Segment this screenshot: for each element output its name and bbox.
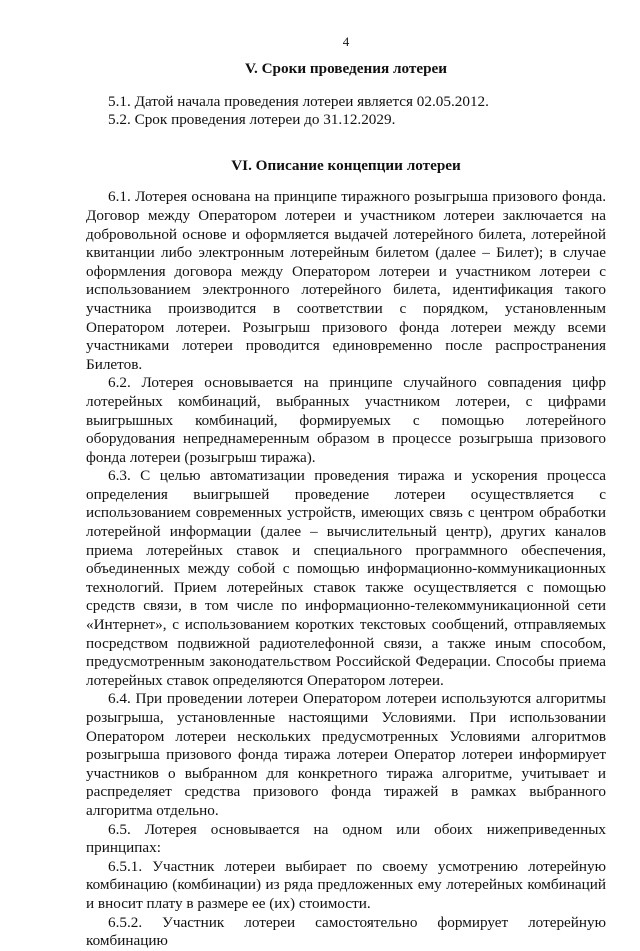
page-number: 4: [342, 34, 350, 49]
paragraph-6-5: 6.5. Лотерея основывается на одном или обоих нижеприведенных принципах:: [86, 820, 606, 857]
paragraph-6-5-1: 6.5.1. Участник лотереи выбирает по своему усмотрению лотерейную комбинацию (комбинации) из ряда предложенных ему лотерейных комбинаций и вносит плату в размере ее (их) стоимости.: [86, 857, 606, 912]
section-5-title: V. Сроки проведения лотереи: [244, 60, 448, 77]
item-5-1: 5.1. Датой начала проведения лотереи является 02.05.2012.: [108, 92, 489, 110]
section-6-title: VI. Описание концепции лотереи: [231, 156, 461, 174]
paragraph-6-4: 6.4. При проведении лотереи Оператором лотереи используются алгоритмы розыгрыша, установленные настоящими Условиями. При использовании Оператором лотереи нескольких предусмотренных Условиями алгоритмов розыгрыша призового фонда тиража лотереи Оператор лотереи информирует участников о выбранном для конкретного тиража алгоритме, учитывает и распределяет средства призового фонда тиражей в рамках выбранного алгоритма отдельно.: [86, 690, 606, 819]
paragraph-6-2: 6.2. Лотерея основывается на принципе случайного совпадения цифр лотерейных комбинаций, выбранных участником лотереи, с цифрами выигрышных комбинаций, формируемых с помощью лотерейного оборудования непреднамеренным образом в процессе розыгрыша призового фонда лотереи (розыгрыш тиража).: [86, 374, 606, 466]
paragraph-6-1: 6.1. Лотерея основана на принципе тиражного розыгрыша призового фонда. Договор между Оператором лотереи и участником лотереи заключается на добровольной основе и оформляется выдачей лотерейного билета, лотерейной квитанции либо электронным лотерейным билетом (далее – Билет); в случае оформления договора между Оператором лотереи и участником лотереи с использованием электронного лотерейного билета, идентификация такого участника производится в соответствии с порядком, установленным Оператором лотереи. Розыгрыш призового фонда лотереи между всеми участниками лотереи проводится единовременно после распространения Билетов.: [86, 188, 606, 373]
paragraph-6-3: 6.3. С целью автоматизации проведения тиража и ускорения процесса определения выигрышей проведение лотереи осуществляется с использованием современных устройств, имеющих связь с центром обработки лотерейной информации (далее – вычислительный центр), других каналов приема лотерейных ставок и специального программного обеспечения, объединенных между собой с помощью информационно-коммуникационных технологий. Прием лотерейных ставок также осуществляется с помощью средств связи, в том числе по информационно-телекоммуникационной сети «Интернет», с использованием коротких текстовых сообщений, отправляемых посредством подвижной радиотелефонной связи, а также иным способом, предусмотренным законодательством Российской Федерации. Способы приема лотерейных ставок определяются Оператором лотереи.: [86, 467, 606, 689]
item-5-2: 5.2. Срок проведения лотереи до 31.12.2029.: [108, 111, 396, 129]
paragraph-6-5-2: 6.5.2. Участник лотереи самостоятельно формирует лотерейную комбинацию: [86, 913, 606, 950]
